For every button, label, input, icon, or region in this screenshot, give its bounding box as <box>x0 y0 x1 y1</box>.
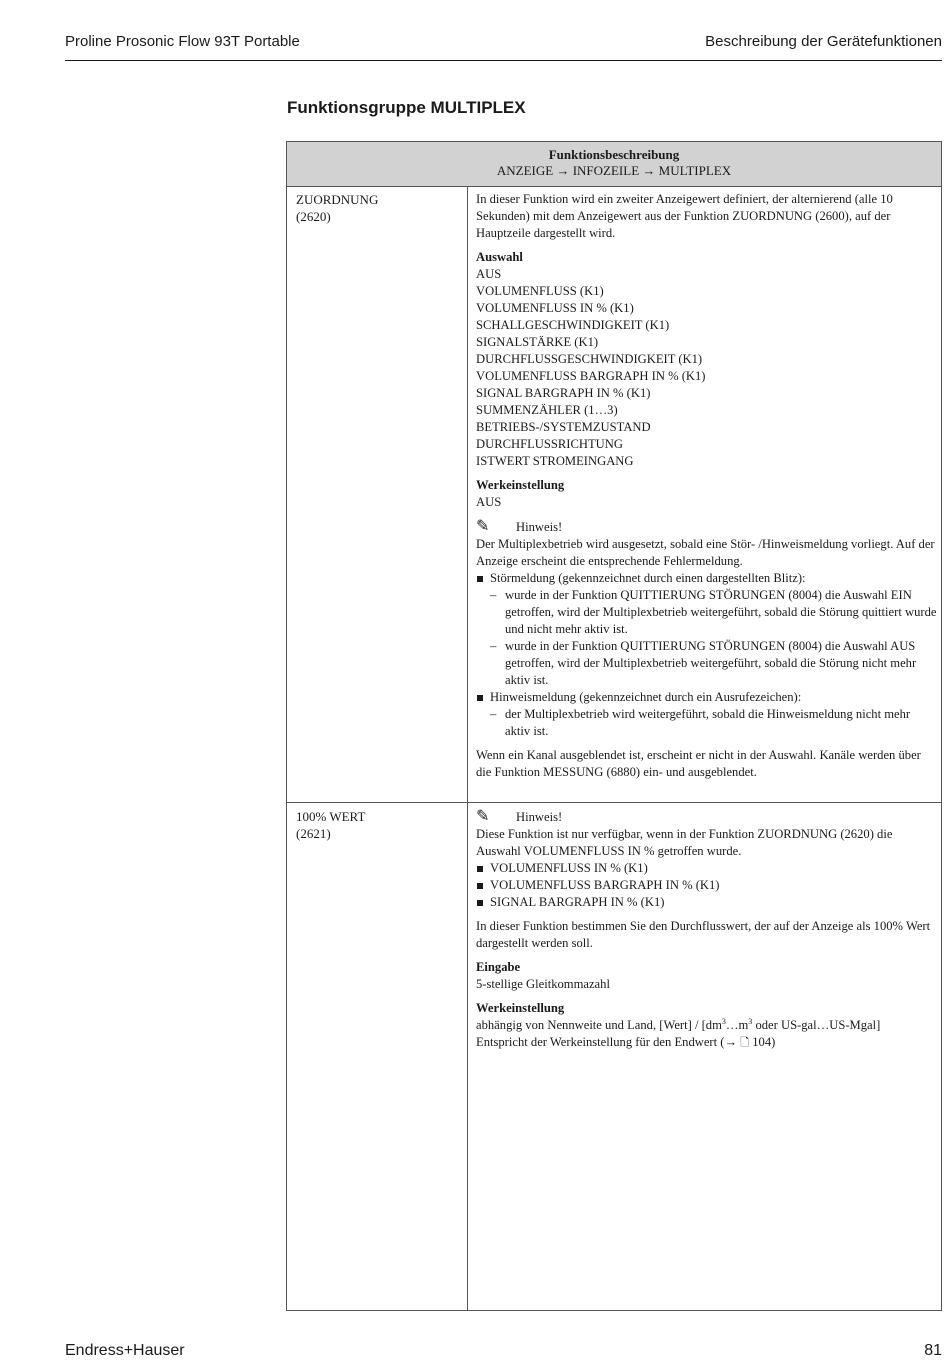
option-item: SIGNALSTÄRKE (K1) <box>476 335 599 349</box>
werk-text-mid: …m <box>725 1018 749 1032</box>
list-item <box>476 689 938 740</box>
sub-list-item: – der Multiplexbetrieb wird weitergeführt, sobald die Hinweismeldung nicht mehr aktiv ist. <box>490 706 938 740</box>
table-header-title: Funktionsbeschreibung <box>548 147 680 162</box>
werkeinstellung-value: AUS <box>476 495 502 509</box>
option-item: SUMMENZÄHLER (1…3) <box>476 403 618 417</box>
page-number: 81 <box>924 1342 942 1359</box>
reference-text: Entspricht der Werkeinstellung für den Endwert (→ <box>476 1035 738 1049</box>
note-label: Hinweis! <box>516 810 563 824</box>
function-code: (2621) <box>296 826 331 841</box>
eingabe-label: Eingabe <box>476 960 521 974</box>
note-block <box>476 808 938 911</box>
header-chapter-title: Beschreibung der Gerätefunktionen <box>705 33 942 50</box>
note-heading <box>476 518 938 536</box>
note-bullet-list <box>476 570 938 740</box>
option-item: DURCHFLUSSRICHTUNG <box>476 437 623 451</box>
sub-list-item: – wurde in der Funktion QUITTIERUNG STÖRUNGEN (8004) die Auswahl EIN getroffen, wird der Multiplexbetrieb weitergeführt, sobald die Störung quittiert wurde und nicht mehr aktiv ist. <box>490 587 938 638</box>
row-100-wert-name <box>296 808 456 842</box>
option-item: VOLUMENFLUSS (K1) <box>476 284 604 298</box>
section-title: Funktionsgruppe MULTIPLEX <box>287 98 526 117</box>
row-100-wert-description <box>476 808 938 1058</box>
note-label: Hinweis! <box>516 520 563 534</box>
option-item: DURCHFLUSSGESCHWINDIGKEIT (K1) <box>476 352 703 366</box>
auswahl-block <box>476 249 938 470</box>
auswahl-label: Auswahl <box>476 250 523 264</box>
pencil-note-icon: ✎ <box>476 808 490 825</box>
option-item: VOLUMENFLUSS BARGRAPH IN % (K1) <box>476 369 706 383</box>
table-header <box>287 142 941 187</box>
note-heading <box>476 808 938 826</box>
page-reference-icon: 🗋 <box>740 1036 750 1049</box>
description-text: In dieser Funktion bestimmen Sie den Durchflusswert, der auf der Anzeige als 100% Wert dargestellt werden soll. <box>476 919 931 950</box>
werkeinstellung-label: Werkeinstellung <box>476 1001 565 1015</box>
option-item: SCHALLGESCHWINDIGKEIT (K1) <box>476 318 670 332</box>
sub-list-item: – wurde in der Funktion QUITTIERUNG STÖRUNGEN (8004) die Auswahl AUS getroffen, wird der Multiplexbetrieb weitergeführt, sobald die Störung nicht mehr aktiv ist. <box>490 638 938 689</box>
list-item <box>476 570 938 689</box>
note-text: Der Multiplexbetrieb wird ausgesetzt, sobald eine Stör- /Hinweismeldung vorliegt. Auf der Anzeige erscheint die entsprechende Fehlermeldung. <box>476 537 935 568</box>
option-item: SIGNAL BARGRAPH IN % (K1) <box>476 386 651 400</box>
pencil-note-icon: ✎ <box>476 518 490 535</box>
werk-text-pre: abhängig von Nennweite und Land, [Wert] / [dm <box>476 1018 722 1032</box>
sub-list <box>490 587 938 689</box>
eingabe-value: 5-stellige Gleitkommazahl <box>476 977 610 991</box>
outro-text: Wenn ein Kanal ausgeblendet ist, erscheint er nicht in der Auswahl. Kanäle werden über die Funktion MESSUNG (6880) ein- und ausgeblendet. <box>476 748 921 779</box>
werkeinstellung-value <box>476 1017 938 1034</box>
superscript: 3 <box>721 1016 726 1026</box>
row-zuordnung-description <box>476 191 938 788</box>
row-divider <box>287 802 941 803</box>
column-divider <box>467 186 468 1310</box>
sub-list <box>490 706 938 740</box>
function-name: ZUORDNUNG <box>296 192 379 207</box>
werkeinstellung-reference <box>476 1034 938 1051</box>
note-block <box>476 518 938 740</box>
function-table <box>286 141 942 1311</box>
note-bullet-list <box>476 860 938 911</box>
option-item: ISTWERT STROMEINGANG <box>476 454 634 468</box>
list-item: SIGNAL BARGRAPH IN % (K1) <box>476 894 938 911</box>
list-item: VOLUMENFLUSS IN % (K1) <box>476 860 938 877</box>
werkeinstellung-label: Werkeinstellung <box>476 478 565 492</box>
page-header <box>65 31 942 61</box>
option-item: AUS <box>476 267 502 281</box>
function-name: 100% WERT <box>296 809 366 824</box>
row-zuordnung-name <box>296 191 456 225</box>
intro-text: In dieser Funktion wird ein zweiter Anzeigewert definiert, der alternierend (alle 10 Sekunden) mit dem Anzeigewert aus der Funktion ZUORDNUNG (2600), auf der Hauptzeile dargestellt wird. <box>476 192 893 240</box>
table-header-path: ANZEIGE → INFOZEILE → MULTIPLEX <box>496 163 732 178</box>
werkeinstellung-block <box>476 1000 938 1051</box>
werkeinstellung-block <box>476 477 938 511</box>
note-text: Diese Funktion ist nur verfügbar, wenn in der Funktion ZUORDNUNG (2620) die Auswahl VOLUMENFLUSS IN % getroffen wurde. <box>476 827 893 858</box>
bullet-text: Hinweismeldung (gekennzeichnet durch ein Ausrufezeichen): <box>490 690 802 704</box>
superscript: 3 <box>748 1016 753 1026</box>
footer-brand: Endress+Hauser <box>65 1342 185 1359</box>
list-item: VOLUMENFLUSS BARGRAPH IN % (K1) <box>476 877 938 894</box>
page-reference-number: 104) <box>752 1035 776 1049</box>
function-code: (2620) <box>296 209 331 224</box>
header-product-name: Proline Prosonic Flow 93T Portable <box>65 33 300 50</box>
werk-text-post: oder US-gal…US-Mgal] <box>752 1018 881 1032</box>
option-item: BETRIEBS-/SYSTEMZUSTAND <box>476 420 651 434</box>
eingabe-block <box>476 959 938 993</box>
bullet-text: Störmeldung (gekennzeichnet durch einen dargestellten Blitz): <box>490 571 806 585</box>
option-item: VOLUMENFLUSS IN % (K1) <box>476 301 634 315</box>
